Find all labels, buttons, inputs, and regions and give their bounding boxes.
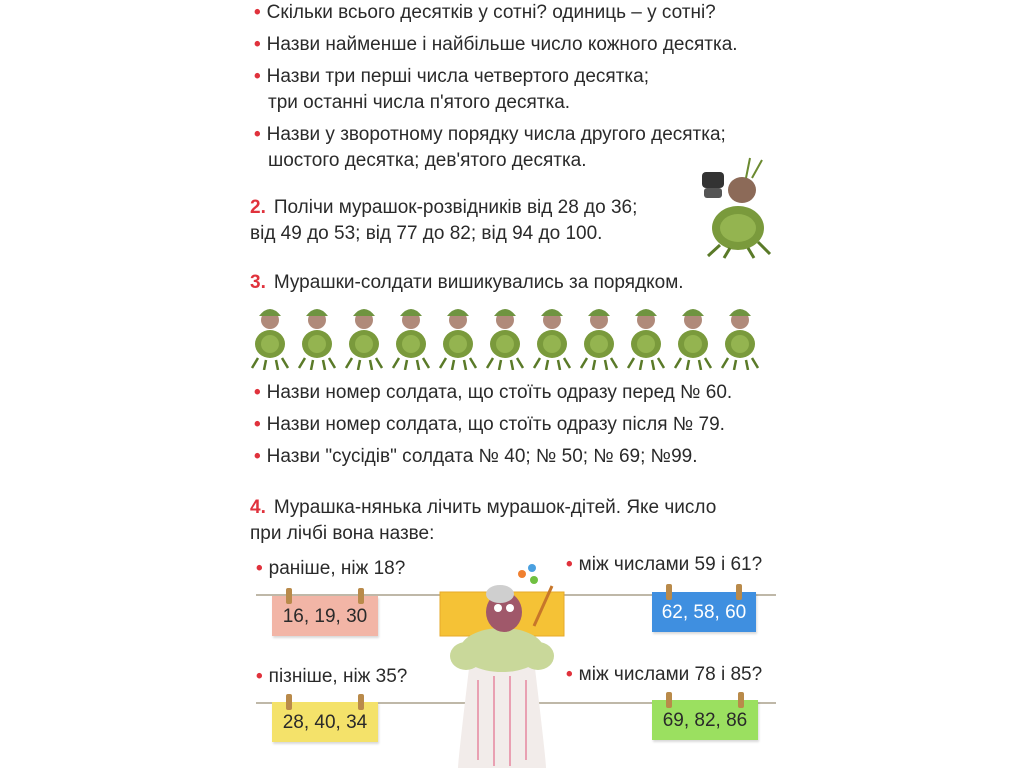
- bullet-dot: •: [254, 2, 261, 23]
- clothespin: [738, 692, 744, 708]
- clothespin: [286, 588, 292, 604]
- bullet-text: Назви у зворотному порядку числа другого десятка;: [266, 124, 726, 145]
- bullet-dot: •: [254, 66, 261, 87]
- bullet-text: Назви три перші числа четвертого десятка;: [266, 66, 649, 87]
- soldier-ant: [393, 309, 429, 370]
- bullet-text: Назви номер солдата, що стоїть одразу перед № 60.: [266, 382, 733, 403]
- soldier-ant: [675, 309, 711, 370]
- clothespin: [736, 584, 742, 600]
- bullet-item: [254, 412, 725, 438]
- soldier-ant: [299, 309, 335, 370]
- task3-title: [250, 270, 684, 296]
- card-text: 62, 58, 60: [661, 601, 747, 623]
- soldier-ant: [440, 309, 476, 370]
- bullet-dot: •: [254, 382, 261, 403]
- question-item: [566, 662, 762, 688]
- soldier-ant: [628, 309, 664, 370]
- task-number: 4.: [250, 497, 266, 518]
- task3-text: Мурашки-солдати вишикувались за порядком.: [273, 272, 684, 293]
- bullet-dot: •: [566, 554, 573, 575]
- soldier-ant: [534, 309, 570, 370]
- clothespin: [358, 588, 364, 604]
- task-number: 3.: [250, 272, 266, 293]
- scout-ant-illustration: [690, 150, 780, 260]
- clothespin: [358, 694, 364, 710]
- question-item: [256, 664, 407, 690]
- soldier-ant: [346, 309, 382, 370]
- bullet-item: [254, 64, 649, 90]
- clothespin: [286, 694, 292, 710]
- bullet-text-continued: шостого десятка; дев'ятого десятка.: [268, 150, 587, 171]
- bullet-text-continued: три останні числа п'ятого десятка.: [268, 92, 571, 113]
- clothespin: [666, 584, 672, 600]
- task4-line2: при лічбі вона назве:: [250, 523, 435, 544]
- soldier-ants-row: [248, 298, 778, 370]
- card-text: 28, 40, 34: [282, 711, 368, 733]
- answer-card[interactable]: [272, 702, 378, 742]
- task4-line1: [250, 495, 716, 521]
- bullet-item: [254, 380, 732, 406]
- bullet-dot: •: [254, 34, 261, 55]
- bullet-dot: •: [256, 558, 263, 579]
- bullet-dot: •: [566, 664, 573, 685]
- task-number: 2.: [250, 197, 266, 218]
- soldier-ant: [252, 309, 288, 370]
- question-item: [566, 552, 762, 578]
- bullet-dot: •: [254, 124, 261, 145]
- question-text: між числами 59 і 61?: [578, 554, 763, 575]
- bullet-dot: •: [254, 446, 261, 467]
- soldier-ant: [581, 309, 617, 370]
- nanny-ant-illustration: [438, 560, 566, 768]
- bullet-item: [254, 0, 716, 26]
- bullet-item: [254, 444, 697, 470]
- task2-line2: від 49 до 53; від 77 до 82; від 94 до 100.: [250, 223, 603, 244]
- bullet-item: [254, 32, 738, 58]
- question-text: між числами 78 і 85?: [578, 664, 763, 685]
- card-text: 16, 19, 30: [282, 605, 368, 627]
- question-text: пізніше, ніж 35?: [268, 666, 408, 687]
- bullet-dot: •: [256, 666, 263, 687]
- question-item: [256, 556, 405, 582]
- soldier-ant: [722, 309, 758, 370]
- question-text: раніше, ніж 18?: [268, 558, 406, 579]
- answer-card[interactable]: [652, 592, 756, 632]
- answer-card[interactable]: [652, 700, 758, 740]
- card-text: 69, 82, 86: [662, 709, 748, 731]
- bullet-dot: •: [254, 414, 261, 435]
- bullet-item: [254, 122, 726, 148]
- bullet-text: Назви "сусідів" солдата № 40; № 50; № 69; №99.: [266, 446, 698, 467]
- task4-text: Мурашка-нянька лічить мурашок-дітей. Яке число: [273, 497, 717, 518]
- soldier-ant: [487, 309, 523, 370]
- clothespin: [666, 692, 672, 708]
- bullet-text: Скільки всього десятків у сотні? одиниць – у сотні?: [266, 2, 716, 23]
- bullet-text: Назви найменше і найбільше число кожного десятка.: [266, 34, 738, 55]
- answer-card[interactable]: [272, 596, 378, 636]
- bullet-text: Назви номер солдата, що стоїть одразу після № 79.: [266, 414, 725, 435]
- task2-line1: [250, 195, 637, 221]
- task2-text: Полічи мурашок-розвідників від 28 до 36;: [273, 197, 638, 218]
